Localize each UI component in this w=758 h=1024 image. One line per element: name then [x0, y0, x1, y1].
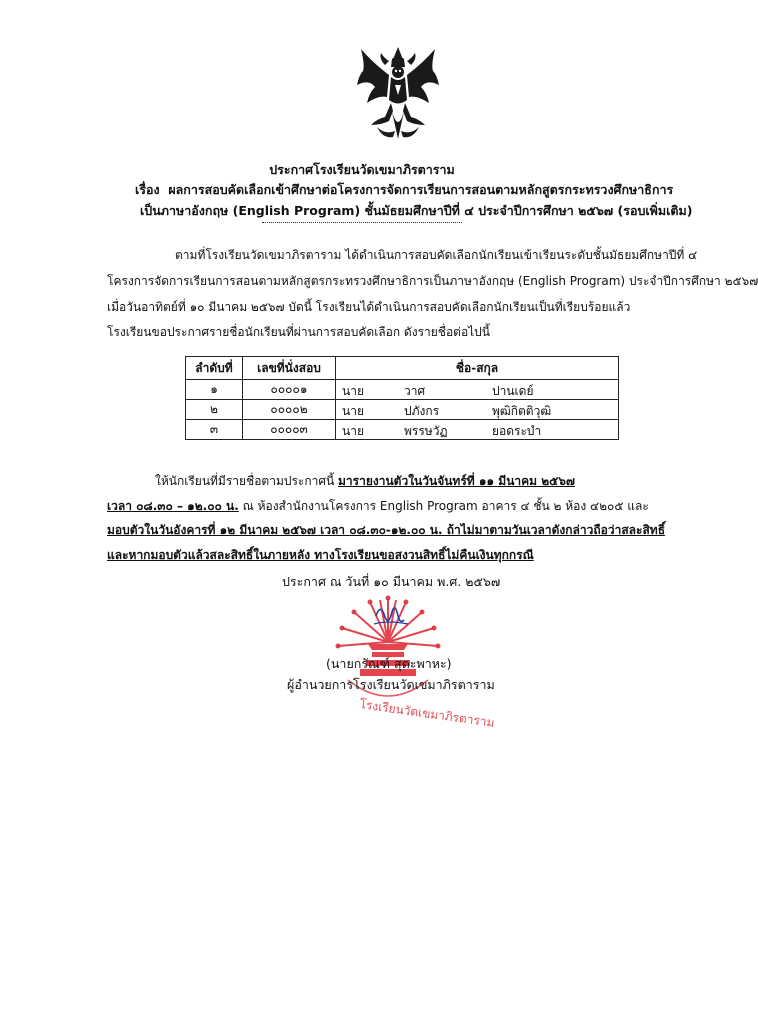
subject-line-2: เป็นภาษาอังกฤษ (English Program) ชั้นมัธยมศึกษาปีที่ ๔ ประจำปีการศึกษา ๒๕๖๗ (รอบเพิ่มเติม) [140, 203, 693, 218]
row-prefix: นาย [342, 404, 364, 418]
header-seat: เลขที่นั่งสอบ [243, 357, 336, 380]
announcement-date: ประกาศ ณ วันที่ ๑๐ มีนาคม พ.ศ. ๒๕๖๗ [282, 574, 501, 589]
instruction-line-1 [155, 472, 575, 491]
results-table [185, 356, 619, 440]
instruction-2-emphasis: เวลา ๐๘.๓๐ – ๑๒.๐๐ น. [107, 499, 239, 513]
row-first-name: วาศ [404, 384, 426, 398]
instruction-1-emphasis: มารายงานตัวในวันจันทร์ที่ ๑๑ มีนาคม ๒๕๖๗ [338, 474, 575, 488]
row-name [336, 380, 619, 400]
intro-line-4: โรงเรียนขอประกาศรายชื่อนักเรียนที่ผ่านการสอบคัดเลือก ดังรายชื่อต่อไปนี้ [107, 325, 491, 339]
row-name [336, 400, 619, 420]
subject-label: เรื่อง [135, 182, 160, 197]
subject-text-1: ผลการสอบคัดเลือกเข้าศึกษาต่อโครงการจัดการเรียนการสอนตามหลักสูตรกระทรวงศึกษาธิการ [168, 182, 674, 197]
table-header-row [186, 357, 619, 380]
row-first-name: ปภังกร [404, 404, 440, 418]
row-no: ๑ [186, 380, 243, 400]
row-seat: ๐๐๐๐๓ [243, 420, 336, 440]
signer-name: (นายกรัณฑ์ สุตะพาหะ) [326, 656, 452, 671]
document-title: ประกาศโรงเรียนวัดเขมาภิรตาราม [269, 162, 455, 177]
row-last-name: พุฒิกิตติวุฒิ [492, 404, 552, 418]
intro-line-2: โครงการจัดการเรียนการสอนตามหลักสูตรกระทรวงศึกษาธิการเป็นภาษาอังกฤษ (English Program) ประจำปีการศึกษา ๒๕๖๗ [107, 274, 758, 288]
row-first-name: พรรษวัฏ [404, 424, 448, 438]
intro-line-1: ตามที่โรงเรียนวัดเขมาภิรตาราม ได้ดำเนินการสอบคัดเลือกนักเรียนเข้าเรียนระดับชั้นมัธยมศึกษาปีที่ ๔ [175, 248, 698, 262]
row-prefix: นาย [342, 384, 364, 398]
dotted-separator [262, 222, 462, 223]
instruction-line-3: มอบตัวในวันอังคารที่ ๑๒ มีนาคม ๒๕๖๗ เวลา ๐๘.๓๐-๑๒.๐๐ น. ถ้าไม่มาตามวันเวลาดังกล่าวถือว่าสละสิทธิ์ [107, 523, 666, 537]
intro-line-3: เมื่อวันอาทิตย์ที่ ๑๐ มีนาคม ๒๕๖๗ บัดนี้ โรงเรียนได้ดำเนินการสอบคัดเลือกนักเรียนเป็นที่เรียบร้อยแล้ว [107, 300, 631, 314]
header-no: ลำดับที่ [186, 357, 243, 380]
table-row [186, 420, 619, 440]
signer-position: ผู้อำนวยการโรงเรียนวัดเขมาภิรตาราม [287, 677, 495, 692]
table-row [186, 380, 619, 400]
instruction-line-4: และหากมอบตัวแล้วสละสิทธิ์ในภายหลัง ทางโรงเรียนขอสงวนสิทธิ์ไม่คืนเงินทุกกรณี [107, 548, 534, 562]
subject-line-1 [135, 180, 673, 200]
garuda-emblem [355, 45, 441, 141]
row-last-name: ยอดระบำ [492, 424, 542, 438]
row-name [336, 420, 619, 440]
svg-text:โรงเรียนวัดเขมาภิรตาราม: โรงเรียนวัดเขมาภิรตาราม [358, 697, 496, 730]
table-row [186, 400, 619, 420]
header-name: ชื่อ-สกุล [336, 357, 619, 380]
instruction-1-plain: ให้นักเรียนที่มีรายชื่อตามประกาศนี้ [155, 474, 338, 488]
row-prefix: นาย [342, 424, 364, 438]
row-last-name: ปานเดย์ [492, 384, 534, 398]
row-no: ๒ [186, 400, 243, 420]
instruction-2-plain: ณ ห้องสำนักงานโครงการ English Program อาคาร ๔ ชั้น ๒ ห้อง ๔๒๐๕ และ [238, 499, 649, 513]
instruction-line-2 [107, 497, 649, 516]
row-seat: ๐๐๐๐๒ [243, 400, 336, 420]
row-seat: ๐๐๐๐๑ [243, 380, 336, 400]
row-no: ๓ [186, 420, 243, 440]
